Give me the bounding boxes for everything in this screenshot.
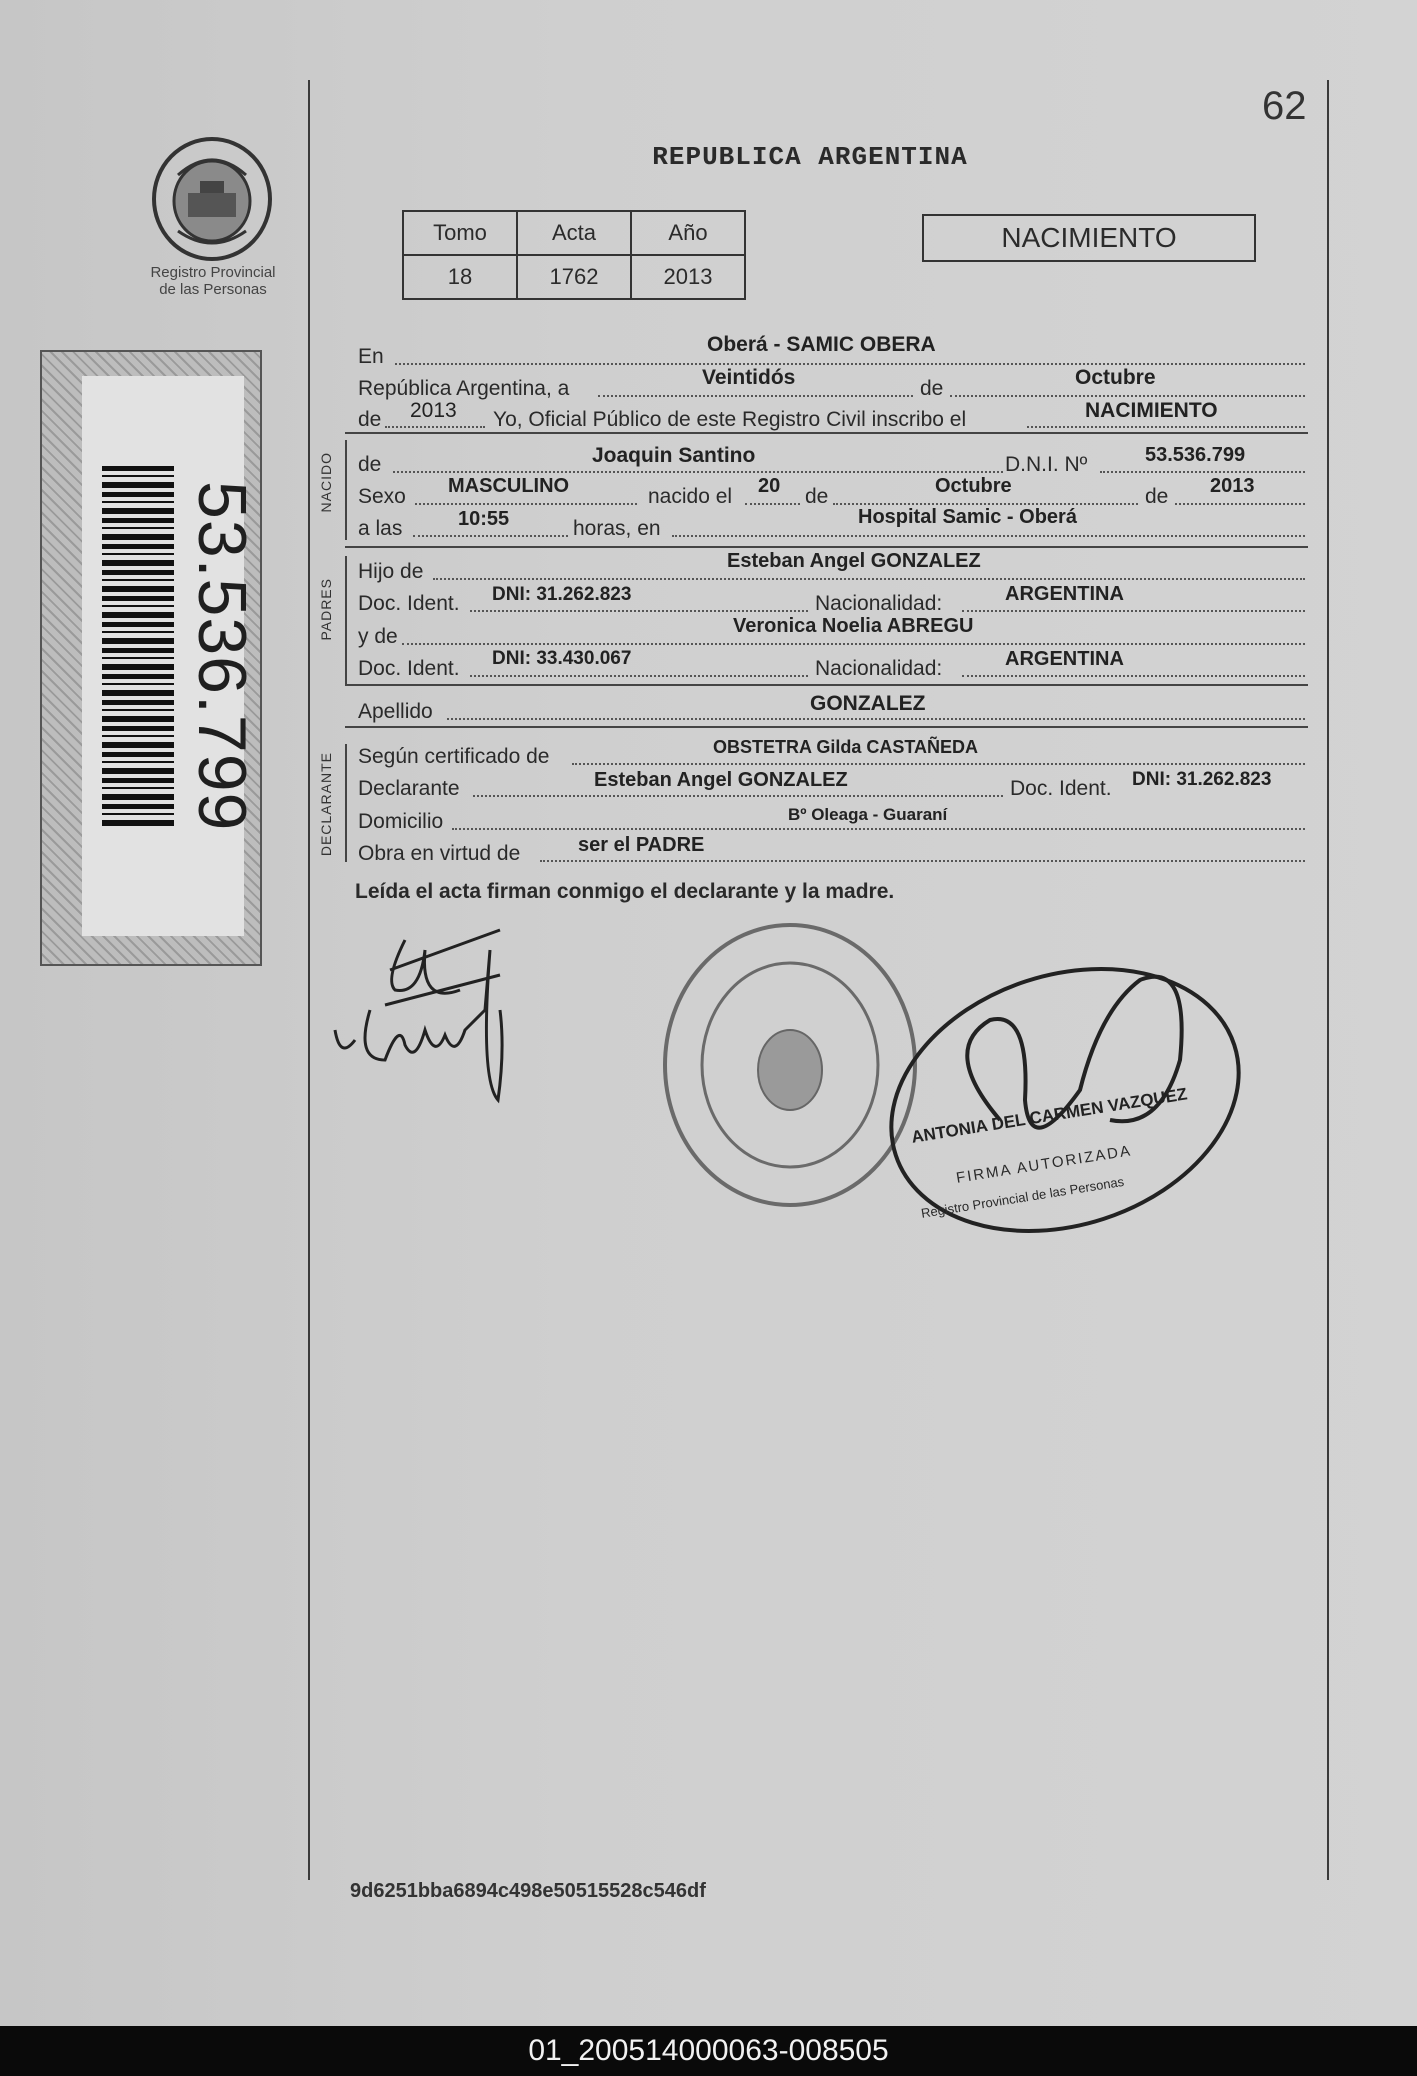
declarante-doc: DNI: 31.262.823	[1132, 769, 1272, 790]
document-hash: 9d6251bba6894c498e50515528c546df	[350, 1880, 706, 1902]
act-de-label: de	[920, 377, 944, 400]
declarante-name-label: Declarante	[358, 777, 460, 800]
record-table	[402, 210, 746, 300]
child-name: Joaquin Santino	[592, 444, 756, 467]
act-month: Octubre	[1075, 366, 1156, 389]
value-tomo: 18	[403, 255, 517, 299]
declarante-name: Esteban Angel GONZALEZ	[594, 769, 848, 791]
stamp-line2: FIRMA AUTORIZADA	[955, 1142, 1134, 1187]
nacido-de-label: de	[358, 453, 382, 476]
y-de-label: y de	[358, 625, 398, 648]
right-margin-line	[1327, 80, 1329, 1880]
birth-time: 10:55	[458, 508, 510, 530]
value-ano: 2013	[631, 255, 745, 299]
registry-label-line2: de las Personas	[159, 281, 267, 298]
apellido-label: Apellido	[358, 700, 433, 723]
act-year: 2013	[410, 399, 457, 422]
dotted-line	[393, 471, 1003, 473]
separator	[345, 546, 1308, 548]
act-place: Oberá - SAMIC OBERA	[707, 333, 936, 356]
father-doc: DNI: 31.262.823	[492, 584, 632, 605]
header-tomo: Tomo	[403, 211, 517, 255]
dotted-line	[1027, 426, 1305, 428]
stamp-line3: Registro Provincial de las Personas	[920, 1173, 1126, 1221]
dotted-line	[540, 860, 1305, 862]
birth-year: 2013	[1210, 475, 1255, 497]
province-seal	[148, 135, 276, 265]
separator	[345, 432, 1308, 434]
act-day: Veintidós	[702, 366, 796, 389]
separator	[345, 684, 1308, 686]
birth-de-label: de	[805, 485, 829, 508]
mother-doc: DNI: 33.430.067	[492, 648, 632, 669]
en-label: En	[358, 345, 384, 368]
obra-value: ser el PADRE	[578, 834, 705, 856]
dotted-line	[1175, 503, 1305, 505]
closing-note: Leída el acta firman conmigo el declarante y la madre.	[355, 880, 895, 903]
mother-nat-label: Nacionalidad:	[815, 657, 943, 680]
sexo-label: Sexo	[358, 485, 406, 508]
scan-footer: 01_200514000063-008505	[0, 2026, 1417, 2076]
republica-label: República Argentina, a	[358, 377, 570, 400]
barcode-number: 53.536.799	[184, 480, 260, 832]
mother-nationality: ARGENTINA	[1005, 648, 1124, 670]
dotted-line	[395, 363, 1305, 365]
declarante-doc-label: Doc. Ident.	[1010, 777, 1112, 800]
dotted-line	[962, 610, 1305, 612]
dotted-line	[572, 763, 1305, 765]
nacido-bar	[345, 440, 347, 540]
dotted-line	[950, 395, 1305, 397]
record-type-box: NACIMIENTO	[922, 214, 1256, 262]
birth-month: Octubre	[935, 475, 1012, 497]
horas-label: horas, en	[573, 517, 661, 540]
dotted-line	[962, 675, 1305, 677]
child-dni: 53.536.799	[1145, 444, 1246, 466]
father-nationality: ARGENTINA	[1005, 583, 1124, 605]
dotted-line	[433, 578, 1305, 580]
birth-de2-label: de	[1145, 485, 1169, 508]
stamp-name: ANTONIA DEL CARMEN VAZQUEZ	[910, 1084, 1189, 1147]
certifier: OBSTETRA Gilda CASTAÑEDA	[713, 737, 979, 757]
separator	[345, 726, 1308, 728]
dotted-line	[415, 503, 637, 505]
birth-place: Hospital Samic - Oberá	[858, 506, 1077, 528]
declarante-label: DECLARANTE	[318, 752, 334, 857]
mother-name: Veronica Noelia ABREGU	[733, 615, 974, 637]
value-acta: 1762	[517, 255, 631, 299]
barcode	[102, 466, 174, 826]
header-acta: Acta	[517, 211, 631, 255]
father-name: Esteban Angel GONZALEZ	[727, 550, 981, 572]
dotted-line	[598, 395, 913, 397]
act-de2-label: de	[358, 408, 382, 431]
registry-label	[128, 264, 298, 298]
padres-bar	[345, 556, 347, 686]
child-sex: MASCULINO	[448, 475, 570, 497]
dotted-line	[470, 610, 808, 612]
father-doc-label: Doc. Ident.	[358, 592, 460, 615]
dotted-line	[470, 675, 808, 677]
nacido-label: NACIDO	[318, 452, 334, 513]
declarante-signature	[330, 910, 560, 1110]
dotted-line	[447, 718, 1305, 720]
dotted-line	[833, 503, 1138, 505]
left-margin-line	[308, 80, 310, 1880]
declarante-bar	[345, 744, 347, 862]
obra-label: Obra en virtud de	[358, 842, 521, 865]
hijo-label: Hijo de	[358, 560, 424, 583]
dotted-line	[473, 795, 1003, 797]
apellido-value: GONZALEZ	[810, 692, 926, 715]
dotted-line	[1100, 471, 1305, 473]
page-number: 62	[1262, 84, 1307, 128]
id-barcode-block	[40, 350, 262, 966]
page-title: REPUBLICA ARGENTINA	[652, 142, 968, 172]
act-inscribed: NACIMIENTO	[1085, 399, 1218, 422]
dotted-line	[385, 426, 485, 428]
dotted-line	[452, 828, 1305, 830]
father-nat-label: Nacionalidad:	[815, 592, 943, 615]
dotted-line	[402, 643, 1305, 645]
act-yo-text: Yo, Oficial Público de este Registro Civil inscribo el	[493, 408, 967, 431]
padres-label: PADRES	[318, 578, 334, 641]
birth-day: 20	[758, 475, 781, 497]
domicilio-label: Domicilio	[358, 810, 444, 833]
registry-label-line1: Registro Provincial	[150, 264, 276, 281]
a-las-label: a las	[358, 517, 403, 540]
dni-label: D.N.I. Nº	[1005, 453, 1088, 476]
nacido-el-label: nacido el	[648, 485, 733, 508]
header-ano: Año	[631, 211, 745, 255]
mother-doc-label: Doc. Ident.	[358, 657, 460, 680]
domicilio-value: Bº Oleaga - Guaraní	[788, 805, 948, 824]
dotted-line	[413, 535, 568, 537]
dotted-line	[672, 535, 1305, 537]
cert-label: Según certificado de	[358, 745, 550, 768]
dotted-line	[745, 503, 800, 505]
barcode-panel	[82, 376, 260, 936]
